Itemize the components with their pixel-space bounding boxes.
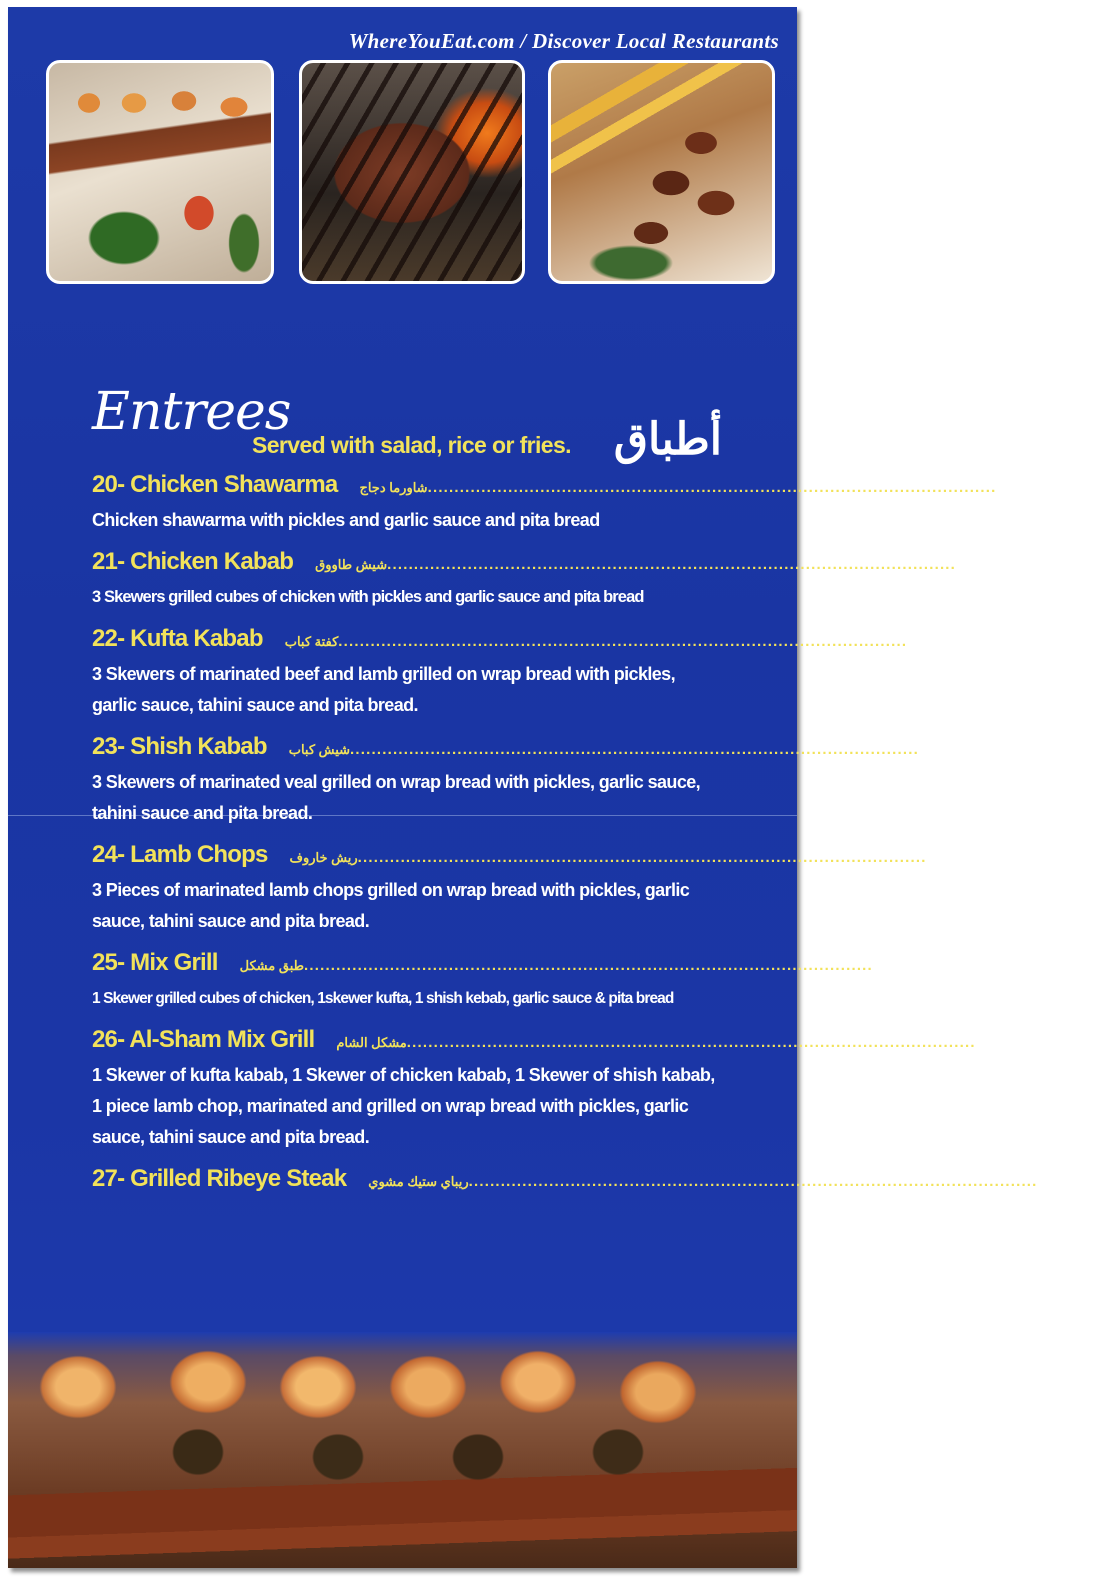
item-arabic-name: مشكل الشام — [336, 1035, 407, 1050]
item-arabic-name: ريباي ستيك مشوي — [368, 1174, 469, 1189]
item-arabic-name: طبق مشكل — [239, 958, 304, 973]
item-name: 21- Chicken Kabab — [92, 548, 294, 575]
menu-item-23 — [92, 733, 993, 829]
item-name: 20- Chicken Shawarma — [92, 471, 338, 498]
item-price: $28.00 — [948, 847, 1001, 866]
item-description: 1 Skewer grilled cubes of chicken, 1skewer kufta, 1 shish kebab, garlic sauce & pita bread — [92, 990, 674, 1007]
menu-item-24 — [92, 841, 1001, 937]
dot-leader: .......................................................................................................... — [406, 1034, 976, 1051]
item-price: $23.00 — [894, 955, 947, 974]
dot-leader: .......................................................................................................... — [357, 849, 927, 866]
item-arabic-name: شاورما دجاج — [359, 480, 428, 495]
dot-leader: .......................................................................................................... — [468, 1173, 1038, 1190]
menu-item-20 — [92, 471, 1071, 536]
item-price: $20.00 — [1018, 477, 1071, 496]
grilled-skewers-photo — [8, 1332, 797, 1568]
item-description: Chicken shawarma with pickles and garlic sauce and pita bread — [92, 510, 600, 530]
menu-list — [92, 471, 1112, 1211]
dot-leader: .......................................................................................................... — [387, 556, 957, 573]
item-description: 3 Skewers grilled cubes of chicken with pickles and garlic sauce and pita bread — [92, 588, 644, 606]
item-name: 24- Lamb Chops — [92, 841, 268, 868]
section-arabic-title: أطباق — [613, 415, 722, 464]
item-arabic-name: شيش طاووق — [315, 557, 388, 572]
item-name: 23- Shish Kabab — [92, 733, 267, 760]
item-name: 22- Kufta Kabab — [92, 625, 263, 652]
item-price: $29.00 — [1059, 1171, 1112, 1190]
menu-page — [8, 7, 1112, 1568]
menu-item-22 — [92, 625, 982, 721]
menu-item-25 — [92, 949, 947, 1014]
item-name: 25- Mix Grill — [92, 949, 218, 976]
item-description: 3 Skewers of marinated veal grilled on wrap bread with pickles, garlic sauce, tahini sauce and pita bread. — [92, 772, 701, 823]
section-title: Entrees — [92, 382, 291, 442]
item-description: 1 Skewer of kufta kabab, 1 Skewer of chicken kabab, 1 Skewer of shish kabab, 1 piece lamb chop, marinated and grilled on wrap bread with pickles, garlic sauce, tahini sauce and pita bread. — [92, 1065, 715, 1147]
item-description: 3 Skewers of marinated beef and lamb grilled on wrap bread with pickles, garlic sauce, tahini sauce and pita bread. — [92, 664, 675, 715]
item-price: $24.00 — [940, 739, 993, 758]
kebab-fries-photo — [548, 60, 775, 284]
menu-item-27 — [92, 1165, 1112, 1199]
menu-item-21 — [92, 548, 1031, 613]
menu-item-26 — [92, 1026, 1050, 1153]
item-arabic-name: شيش كباب — [288, 742, 351, 757]
dot-leader: .......................................................................................................... — [427, 479, 997, 496]
steak-photo — [299, 60, 525, 284]
section-subtitle: Served with salad, rice or fries. — [252, 432, 571, 458]
item-name: 27- Grilled Ribeye Steak — [92, 1165, 347, 1192]
item-arabic-name: كفتة كباب — [284, 634, 339, 649]
item-price: $23.00 — [978, 554, 1031, 573]
item-arabic-name: ريش خاروف — [289, 850, 358, 865]
item-description: 3 Pieces of marinated lamb chops grilled on wrap bread with pickles, garlic sauce, tahini sauce and pita bread. — [92, 880, 690, 931]
dot-leader: .......................................................................................................... — [303, 957, 873, 974]
dot-leader: .......................................................................................................... — [338, 633, 908, 650]
kebab-platter-photo — [46, 60, 274, 284]
item-name: 26- Al-Sham Mix Grill — [92, 1026, 315, 1053]
item-price: $23.00 — [929, 631, 982, 650]
site-header[interactable]: WhereYouEat.com / Discover Local Restaurants — [348, 29, 779, 53]
section-header — [92, 382, 722, 472]
dot-leader: .......................................................................................................... — [350, 741, 919, 758]
item-price: $28.00 — [997, 1032, 1050, 1051]
